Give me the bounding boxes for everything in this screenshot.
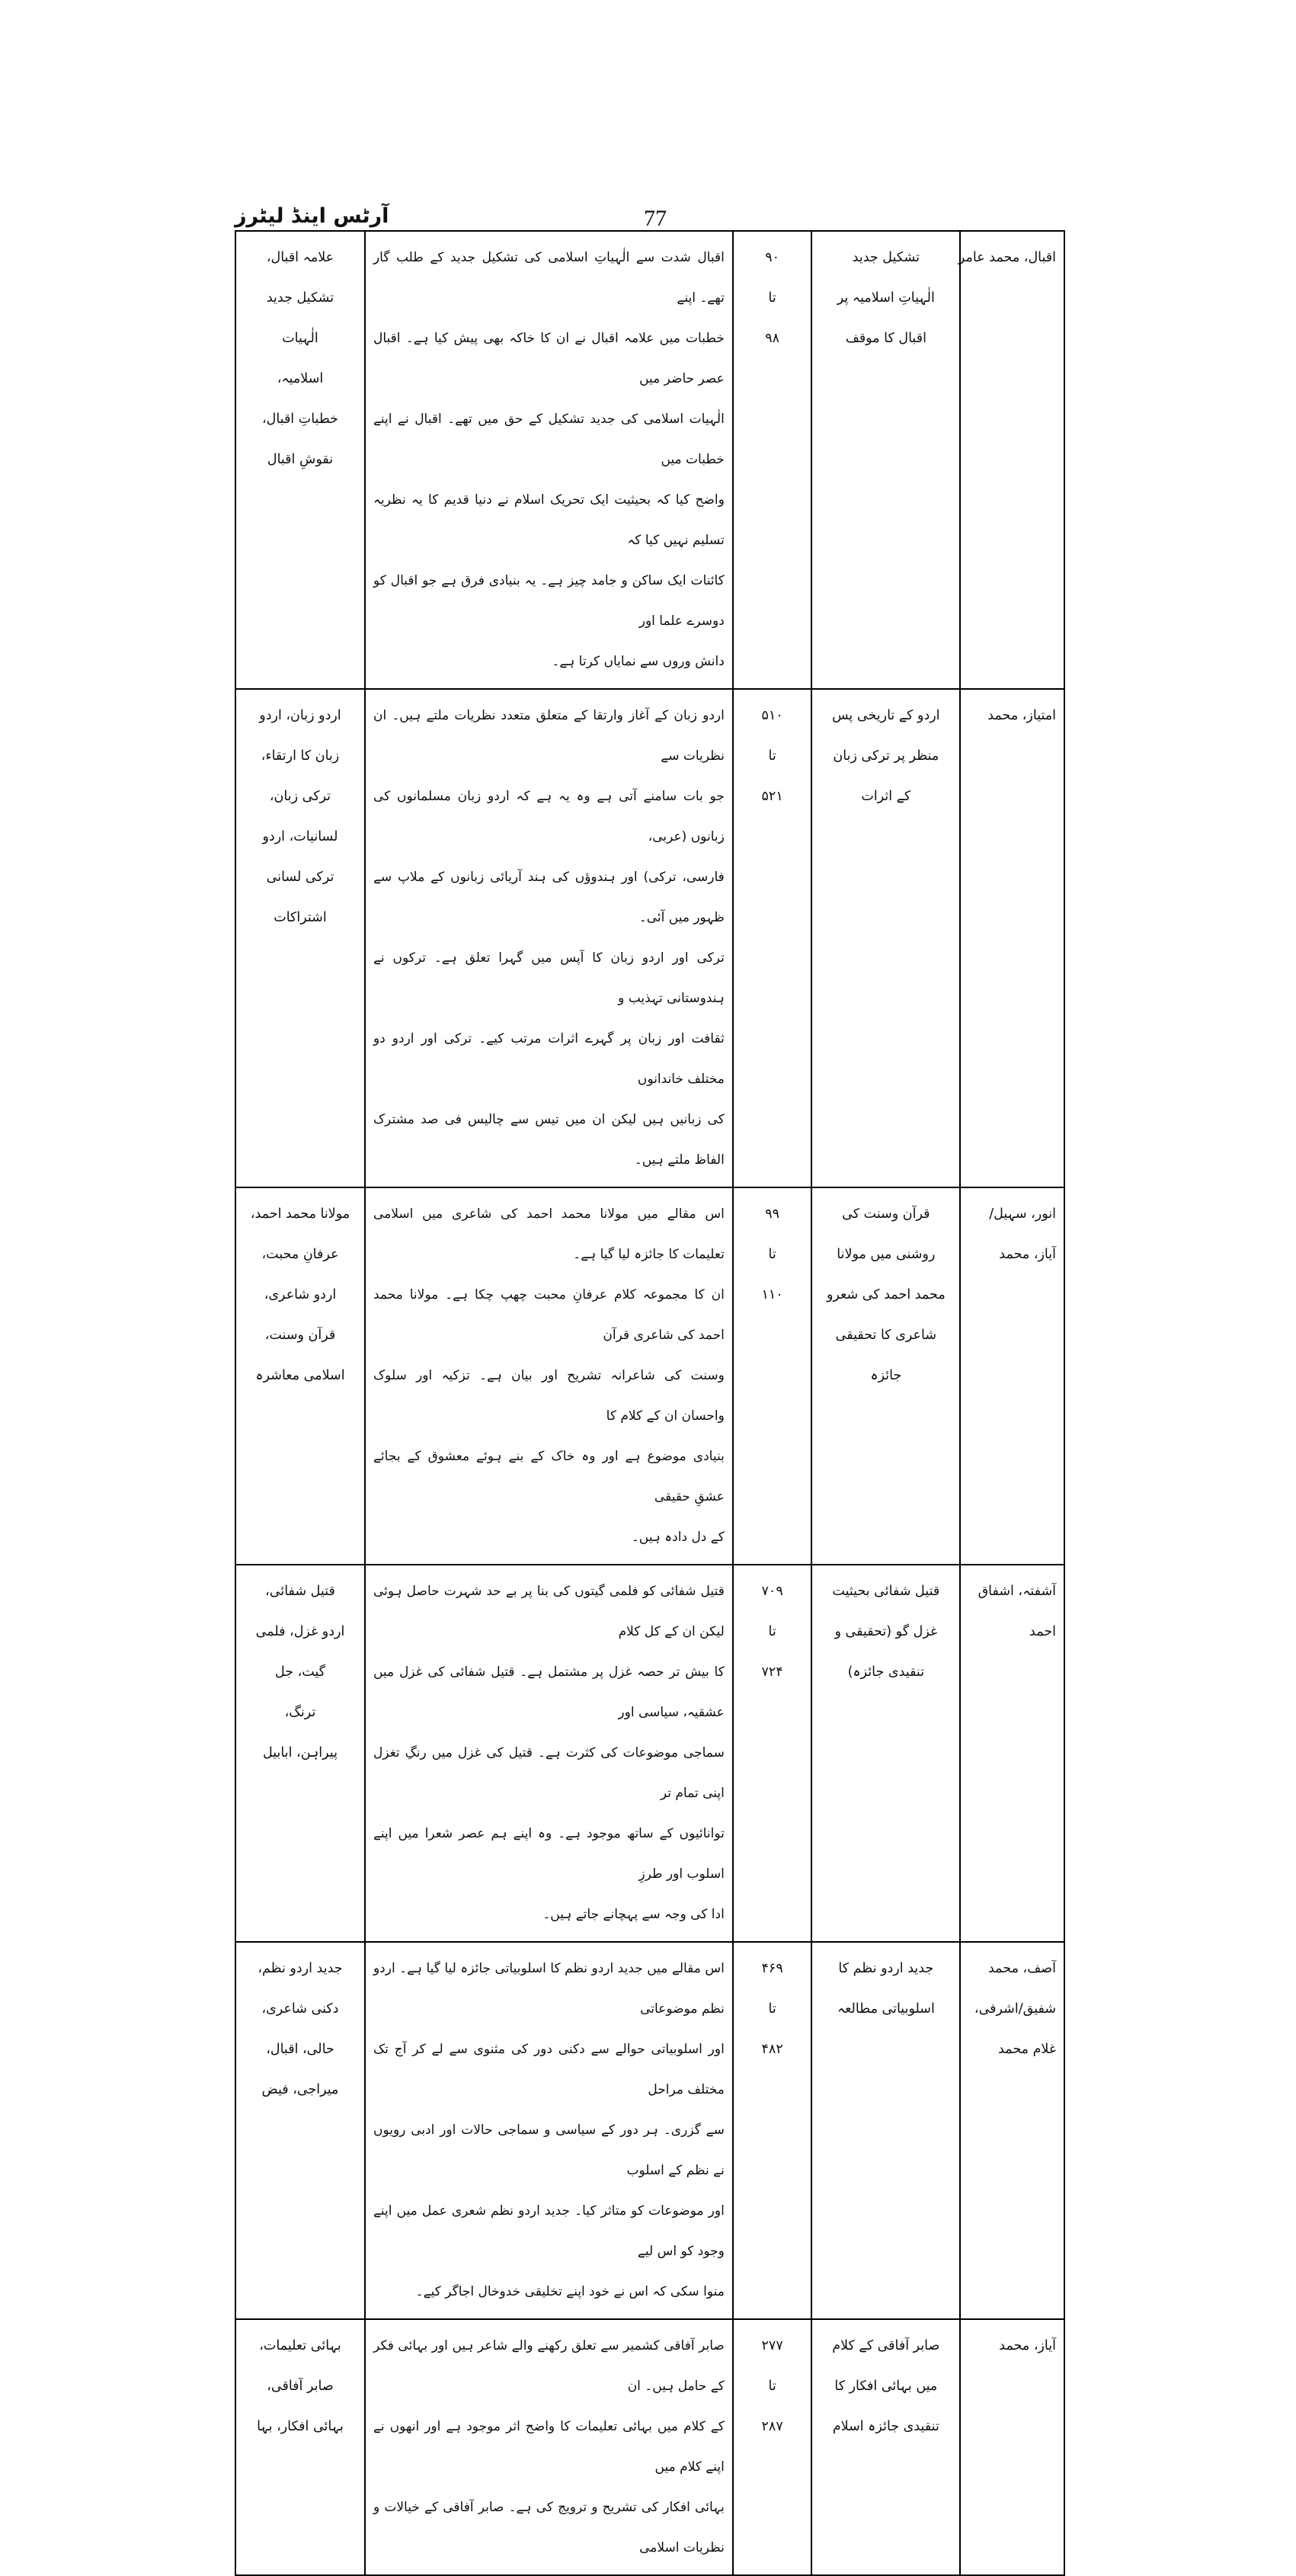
pages-cell	[733, 689, 812, 1187]
abstract-line: اقبال شدت سے الٰہیاتِ اسلامی کی تشکیل جدید کے طلب گار تھے۔ اپنے	[373, 250, 725, 306]
keywords-line: جدید اردو نظم،	[258, 1961, 343, 1976]
title-line: اردو کے تاریخی پس	[832, 708, 940, 723]
pages-line: ۷۲۴	[761, 1664, 783, 1680]
table-row	[235, 1565, 1064, 1942]
pages-line: ۷۰۹	[761, 1584, 783, 1599]
title-line: محمد احمد کی شعرو	[826, 1287, 946, 1302]
author-line: آصف، محمد	[987, 1961, 1056, 1976]
keywords-line: اسلامی معاشرہ	[255, 1368, 345, 1383]
pages-cell	[733, 1187, 812, 1565]
pages-cell	[733, 1565, 812, 1942]
abstract-line: توانائیوں کے ساتھ موجود ہے۔ وہ اپنے ہم عصر شعرا میں اپنے اسلوب اور طرزِ	[373, 1826, 725, 1882]
abstract-line: بنیادی موضوع ہے اور وہ خاک کے بنے ہوئے معشوق کے بجائے عشقِ حقیقی	[373, 1449, 725, 1504]
pages-line: تا	[768, 748, 776, 764]
author-cell	[960, 1565, 1064, 1942]
keywords-line: نقوشِ اقبال	[267, 452, 334, 467]
keywords-line: لسانیات، اردو	[262, 829, 338, 844]
keywords-line: پیراہن، ابابیل	[263, 1745, 338, 1761]
pages-line: ۴۸۲	[761, 2042, 783, 2057]
abstract-line: بہائی افکار کی تشریح و ترویج کی ہے۔ صابر آفاقی کے خیالات و نظریات اسلامی	[373, 2500, 725, 2555]
abstract-cell	[365, 2319, 733, 2575]
keywords-line: اردو زبان، اردو	[259, 708, 341, 723]
keywords-line: مولانا محمد احمد،	[250, 1206, 350, 1222]
title-line: جدید اردو نظم کا	[838, 1961, 934, 1976]
keywords-line: ترکی زبان،	[269, 789, 331, 804]
table-body	[235, 231, 1064, 2575]
author-line: آیاز، محمد	[999, 2338, 1056, 2353]
keywords-line: قتیل شفائی،	[265, 1584, 335, 1599]
keywords-line: دکنی شاعری،	[261, 2001, 339, 2017]
title-line: اسلوبیاتی مطالعہ	[837, 2001, 935, 2017]
pages-cell	[733, 231, 812, 689]
abstract-line: اور موضوعات کو متاثر کیا۔ جدید اردو نظم شعری عمل میں اپنے وجود کو اس لیے	[373, 2203, 725, 2259]
keywords-cell	[235, 1565, 365, 1942]
pages-line: ۵۲۱	[761, 789, 783, 804]
author-line: انور، سہیل/	[989, 1206, 1056, 1222]
keywords-line: اشتراکات	[274, 910, 327, 925]
title-line: تنقیدی جائزہ اسلام	[832, 2419, 939, 2434]
title-cell	[811, 1942, 960, 2319]
keywords-cell	[235, 2319, 365, 2575]
keywords-line: ترنگ،	[284, 1705, 316, 1720]
author-line: شفیق/اشرفی،	[974, 2001, 1056, 2017]
abstract-cell	[365, 1565, 733, 1942]
table-row	[235, 2319, 1064, 2575]
abstract-line: خطبات میں علامہ اقبال نے ان کا خاکہ بھی پیش کیا ہے۔ اقبال عصر حاضر میں	[373, 331, 725, 386]
author-line: آشفتہ، اشفاق	[978, 1584, 1056, 1599]
keywords-cell	[235, 1187, 365, 1565]
pages-line: ۹۹	[765, 1206, 780, 1222]
abstract-line: اردو زبان کے آغاز وارتقا کے متعلق متعدد نظریات ملتے ہیں۔ ان نظریات سے	[373, 708, 725, 764]
abstract-line: کے دل دادہ ہیں۔	[631, 1530, 725, 1545]
abstract-line: اس مقالے میں جدید اردو نظم کا اسلوبیاتی جائزہ لیا گیا ہے۔ اردو نظم موضوعاتی	[373, 1961, 725, 2017]
keywords-line: ترکی لسانی	[266, 870, 334, 885]
pages-line: ۲۸۷	[761, 2419, 783, 2434]
abstract-line: قتیل شفائی کو فلمی گیتوں کی بنا پر بے حد شہرت حاصل ہوئی لیکن ان کے کل کلام	[373, 1584, 725, 1639]
pages-line: ۴۶۹	[761, 1961, 783, 1976]
bibliography-table	[235, 230, 1065, 2576]
author-line: آیاز، محمد	[999, 1247, 1056, 1262]
table-row	[235, 1942, 1064, 2319]
abstract-line: سماجی موضوعات کی کثرت ہے۔ قتیل کی غزل میں رنگِ تغزل اپنی تمام تر	[373, 1745, 725, 1801]
abstract-cell	[365, 1187, 733, 1565]
abstract-cell	[365, 231, 733, 689]
keywords-line: قرآن وسنت،	[264, 1328, 336, 1343]
abstract-line: ترکی اور اردو زبان کا آپس میں گہرا تعلق ہے۔ ترکوں نے ہندوستانی تہذیب و	[373, 950, 725, 1006]
title-cell	[811, 2319, 960, 2575]
abstract-line: جو بات سامنے آتی ہے وہ یہ ہے کہ اردو زبان مسلمانوں کی زبانوں (عربی،	[373, 789, 725, 844]
keywords-cell	[235, 689, 365, 1187]
abstract-line: صابر آفاقی کشمیر سے تعلق رکھنے والے شاعر ہیں اور بہائی فکر کے حامل ہیں۔ ان	[373, 2338, 725, 2394]
author-cell	[960, 1942, 1064, 2319]
author-line: اقبال، محمد عامر	[958, 250, 1056, 265]
keywords-line: اردو شاعری،	[264, 1287, 337, 1302]
title-line: جائزہ	[870, 1368, 902, 1383]
journal-title: آرٹس اینڈ لیٹرز	[235, 204, 389, 228]
pages-line: ۱۱۰	[761, 1287, 783, 1302]
table-row	[235, 231, 1064, 689]
title-cell	[811, 689, 960, 1187]
title-line: غزل گو (تحقیقی و	[834, 1624, 938, 1639]
abstract-line: واضح کیا کہ بحیثیت ایک تحریک اسلام نے دنیا قدیم کا یہ نظریہ تسلیم نہیں کیا کہ	[373, 492, 725, 548]
title-cell	[811, 1565, 960, 1942]
abstract-line: فارسی، ترکی) اور ہندوؤں کی ہند آریائی زبانوں کے ملاپ سے ظہور میں آئی۔	[373, 870, 725, 925]
abstract-line: الٰہیات اسلامی کی جدید تشکیل کے حق میں تھے۔ اقبال نے اپنے خطبات میں	[373, 412, 725, 467]
pages-line: تا	[768, 1624, 776, 1639]
keywords-cell	[235, 231, 365, 689]
abstract-cell	[365, 689, 733, 1187]
keywords-line: الٰہیات	[282, 331, 318, 346]
keywords-line: تشکیل جدید	[266, 290, 334, 306]
abstract-line: سے گزری۔ ہر دور کے سیاسی و سماجی حالات اور ادبی رویوں نے نظم کے اسلوب	[373, 2123, 725, 2178]
title-line: میں بہائی افکار کا	[834, 2379, 938, 2394]
abstract-line: ادا کی وجہ سے پہچانے جاتے ہیں۔	[542, 1907, 725, 1922]
title-cell	[811, 231, 960, 689]
title-line: اقبال کا موقف	[845, 331, 926, 346]
title-line: شاعری کا تحقیقی	[835, 1328, 936, 1343]
title-line: تنقیدی جائزہ)	[847, 1664, 925, 1680]
pages-line: ۵۱۰	[761, 708, 783, 723]
title-cell	[811, 1187, 960, 1565]
title-line: روشنی میں مولانا	[837, 1247, 936, 1262]
title-line: منظر پر ترکی زبان	[833, 748, 939, 764]
keywords-line: خطباتِ اقبال،	[261, 412, 338, 427]
pages-cell	[733, 1942, 812, 2319]
keywords-line: علامہ اقبال،	[266, 250, 334, 265]
table-row	[235, 689, 1064, 1187]
author-cell	[960, 689, 1064, 1187]
abstract-line: ان کا مجموعہ کلام عرفانِ محبت چھپ چکا ہے۔ مولانا محمد احمد کی شاعری قرآن	[373, 1287, 725, 1343]
abstract-line: کے کلام میں بہائی تعلیمات کا واضح اثر موجود ہے اور انھوں نے اپنے کلام میں	[373, 2419, 725, 2475]
pages-line: ۹۸	[765, 331, 780, 346]
keywords-line: بہائی تعلیمات،	[259, 2338, 341, 2353]
keywords-line: اردو غزل، فلمی	[255, 1624, 345, 1639]
abstract-line: اس مقالے میں مولانا محمد احمد کی شاعری میں اسلامی تعلیمات کا جائزہ لیا گیا ہے۔	[373, 1206, 725, 1262]
keywords-line: میراجی، فیض	[261, 2082, 339, 2097]
abstract-line: منوا سکی کہ اس نے خود اپنے تخلیقی خدوخال اجاگر کیے۔	[415, 2284, 725, 2299]
abstract-line: دانش وروں سے نمایاں کرتا ہے۔	[552, 654, 725, 669]
keywords-line: اسلامیہ،	[277, 371, 324, 386]
keywords-line: صابر آفاقی،	[267, 2379, 334, 2394]
author-cell	[960, 2319, 1064, 2575]
author-line: غلام محمد	[998, 2042, 1056, 2057]
keywords-cell	[235, 1942, 365, 2319]
pages-cell	[733, 2319, 812, 2575]
pages-line: تا	[768, 290, 776, 306]
bibliography-table-wrapper	[235, 230, 1065, 2576]
title-line: قتیل شفائی بحیثیت	[832, 1584, 940, 1599]
abstract-line: وسنت کی شاعرانہ تشریح اور بیان ہے۔ تزکیہ اور سلوک واحسان ان کے کلام کا	[373, 1368, 725, 1424]
pages-line: تا	[768, 1247, 776, 1262]
abstract-cell	[365, 1942, 733, 2319]
pages-line: ۹۰	[765, 250, 780, 265]
keywords-line: بہائی افکار، بہا	[257, 2419, 344, 2434]
table-row	[235, 1187, 1064, 1565]
title-line: قرآن وسنت کی	[842, 1206, 930, 1222]
keywords-line: زبان کا ارتقاء،	[261, 748, 340, 764]
author-line: احمد	[1029, 1624, 1056, 1639]
abstract-line: ثقافت اور زبان پر گہرے اثرات مرتب کیے۔ ترکی اور اردو دو مختلف خاندانوں	[373, 1031, 725, 1087]
pages-line: تا	[768, 2379, 776, 2394]
abstract-line: اور اسلوبیاتی حوالے سے دکنی دور کی مثنوی سے لے کر آج تک مختلف مراحل	[373, 2042, 725, 2097]
abstract-line: کی زبانیں ہیں لیکن ان میں تیس سے چالیس فی صد مشترک الفاظ ملتے ہیں۔	[373, 1112, 725, 1168]
author-cell	[960, 231, 1064, 689]
pages-line: ۲۷۷	[761, 2338, 783, 2353]
keywords-line: حالی، اقبال،	[266, 2042, 334, 2057]
pages-line: تا	[768, 2001, 776, 2017]
abstract-line: کائنات ایک ساکن و جامد چیز ہے۔ یہ بنیادی فرق ہے جو اقبال کو دوسرے علما اور	[373, 573, 725, 629]
author-line: امتیاز، محمد	[987, 708, 1056, 723]
abstract-line: کا بیش تر حصہ غزل پر مشتمل ہے۔ قتیل شفائی کی غزل میں عشقیہ، سیاسی اور	[373, 1664, 725, 1720]
title-line: کے اثرات	[861, 789, 911, 804]
title-line: تشکیل جدید	[852, 250, 920, 265]
author-cell	[960, 1187, 1064, 1565]
keywords-line: عرفانِ محبت،	[261, 1247, 339, 1262]
title-line: صابر آفاقی کے کلام	[832, 2338, 940, 2353]
page-number: 77	[644, 206, 667, 231]
title-line: الٰہیاتِ اسلامیہ پر	[837, 290, 935, 306]
keywords-line: گیت، جل	[274, 1664, 326, 1680]
